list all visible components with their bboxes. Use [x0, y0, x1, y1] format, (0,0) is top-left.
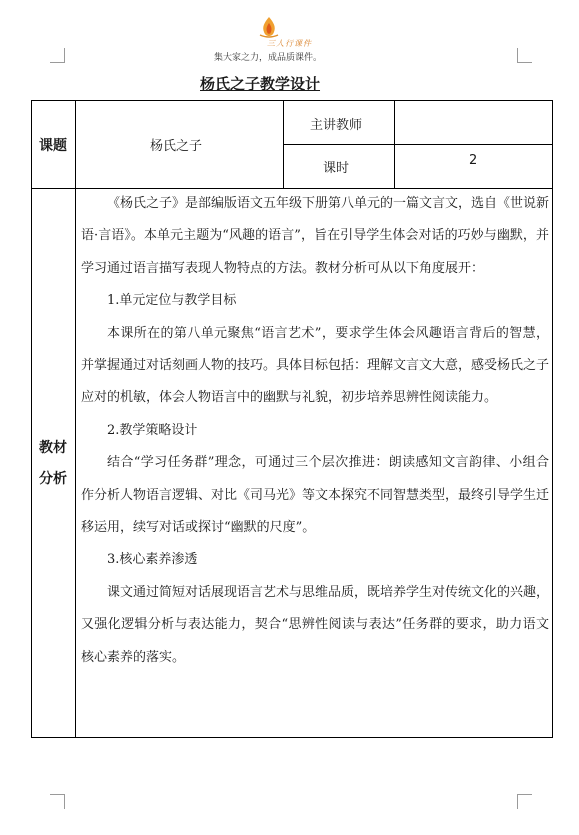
crop-mark-bottom-left: [50, 794, 65, 809]
topic-label: 课题: [39, 138, 67, 154]
flame-logo-icon: [254, 15, 284, 39]
analysis-paragraph: 课文通过简短对话展现语言艺术与思维品质，既培养学生对传统文化的兴趣，又强化逻辑分析与表达能力，契合“思辨性阅读与表达”任务群的要求，助力语文核心素养的落实。: [81, 584, 550, 665]
table-divider: [283, 144, 552, 145]
document-title: 杨氏之子教学设计: [200, 75, 321, 93]
crop-mark-bottom-right: [517, 794, 532, 809]
crop-mark-top-left: [50, 48, 65, 63]
analysis-heading: 3.核心素养渗透: [107, 552, 198, 568]
brand-logo: [240, 15, 310, 55]
header-tagline: 集大家之力，成品质课件。: [214, 53, 323, 63]
analysis-content: [81, 188, 549, 674]
analysis-heading: 1.单元定位与教学目标: [107, 293, 237, 309]
analysis-paragraph: 《杨氏之子》是部编版语文五年级下册第八单元的一篇文言文，选自《世说新语·言语》。本单元主题为“风趣的语言”，旨在引导学生体会对话的巧妙与幽默，并学习通过语言描写表现人物特点的方法。教材分析可从以下角度展开：: [81, 196, 550, 276]
analysis-paragraph: 本课所在的第八单元聚焦“语言艺术”，要求学生体会风趣语言背后的智慧，并掌握通过对话刻画人物的技巧。具体目标包括：理解文言文大意，感受杨氏之子应对的机敏，体会人物语言中的幽默与礼貌，初步培养思辨性阅读能力。: [81, 325, 550, 406]
topic-value: 杨氏之子: [150, 139, 203, 154]
teacher-label: 主讲教师: [310, 118, 363, 133]
period-value: 2: [469, 153, 478, 168]
analysis-label-line1: 教材: [39, 440, 67, 456]
analysis-paragraph: 结合“学习任务群”理念，可通过三个层次推进：朗读感知文言韵律、小组合作分析人物语言逻辑、对比《司马光》等文本探究不同智慧类型，最终引导学生迁移运用，续写对话或探讨“幽默的尺度”。: [81, 455, 550, 536]
analysis-heading: 2.教学策略设计: [107, 422, 198, 438]
analysis-label-line2: 分析: [39, 471, 67, 487]
period-label: 课时: [323, 161, 350, 176]
logo-brand-text: 三人行课件: [267, 39, 312, 48]
crop-mark-top-right: [517, 48, 532, 63]
table-divider: [75, 101, 76, 737]
